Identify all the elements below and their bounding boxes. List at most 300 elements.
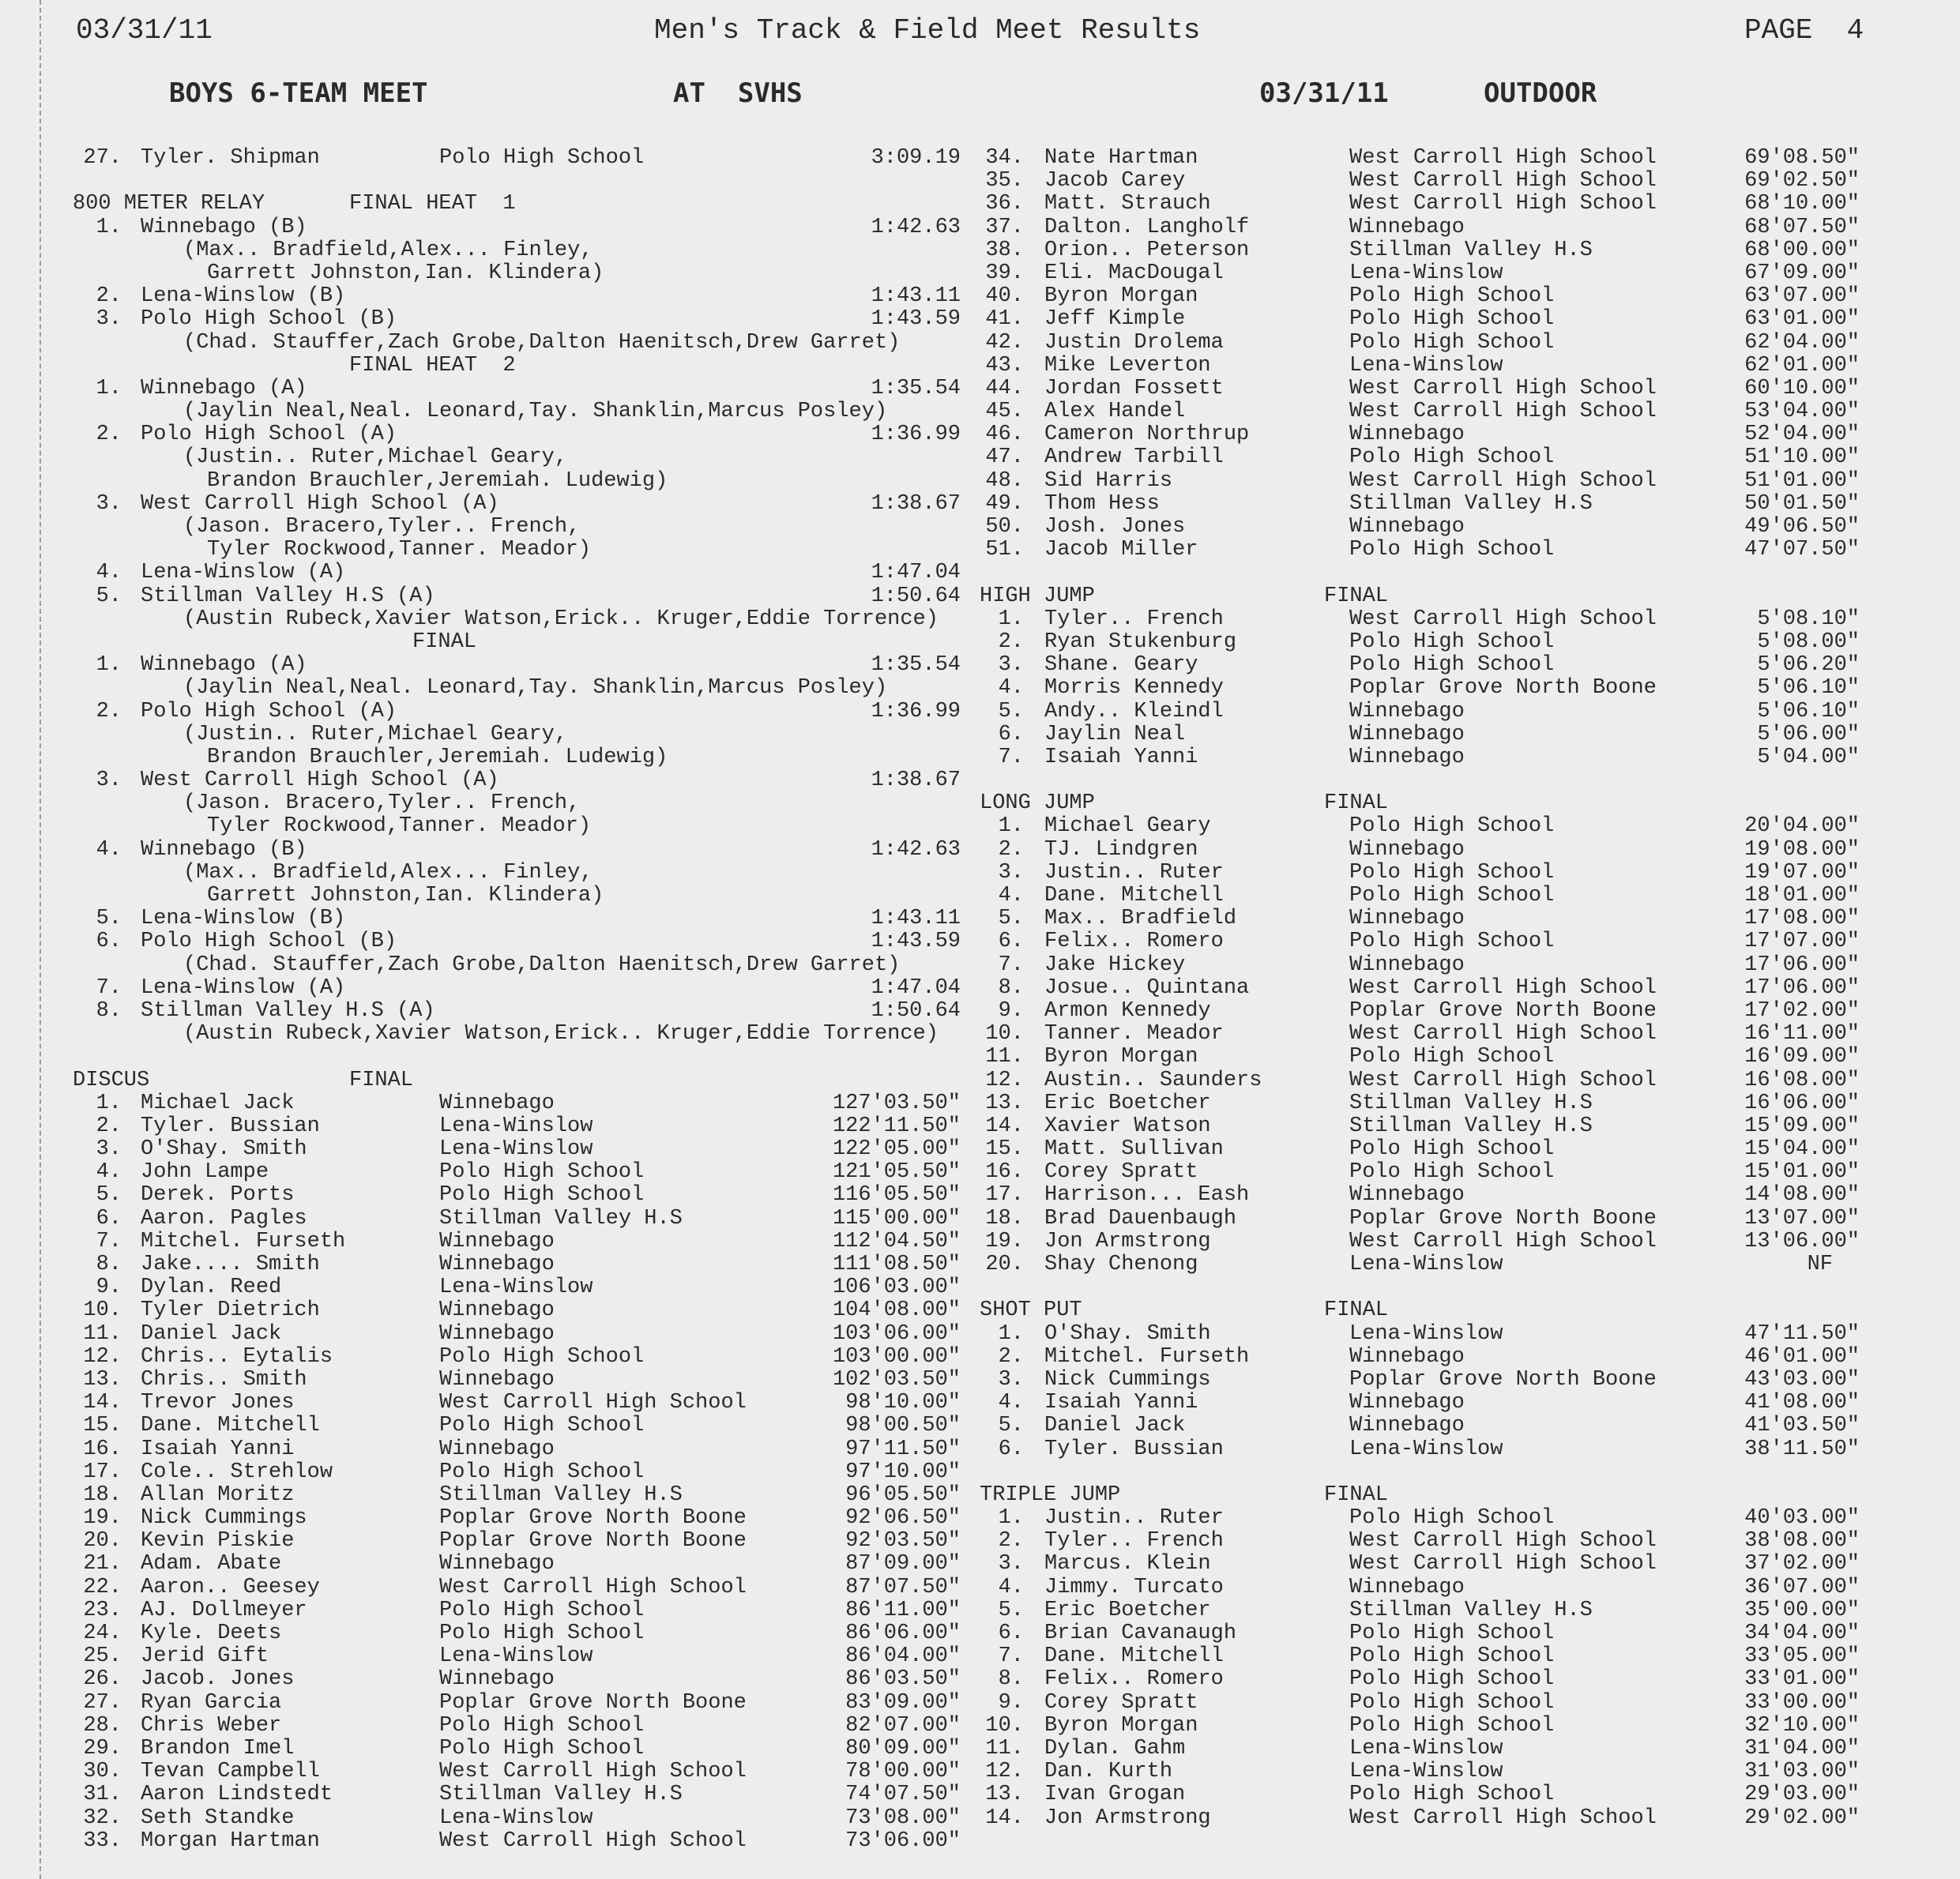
- result-mark: 40'03.00": [1744, 1506, 1860, 1531]
- discus-row: [73, 1830, 965, 1853]
- long-jump-row: [980, 1046, 1864, 1069]
- athlete-name: Tyler Dietrich: [141, 1298, 320, 1323]
- relay-members-row: [73, 792, 965, 815]
- result-place: 8.: [96, 998, 122, 1023]
- team-name: Lena-Winslow: [1349, 1760, 1503, 1784]
- event-title-row: [73, 193, 965, 216]
- long-jump-row: [980, 1161, 1864, 1184]
- relay-time: 1:35.54: [871, 376, 961, 400]
- result-mark: 98'10.00": [845, 1391, 961, 1415]
- result-place: 3.: [96, 307, 122, 332]
- athlete-name: Dane. Mitchell: [1044, 884, 1224, 908]
- discus-row: [980, 285, 1864, 308]
- relay-team-row: [73, 701, 965, 723]
- result-place: 2.: [96, 699, 122, 723]
- relay-team-name: Stillman Valley H.S (A): [141, 584, 435, 608]
- athlete-name: Corey Spratt: [1044, 1690, 1198, 1715]
- result-mark: 5'08.10": [1757, 607, 1860, 631]
- athlete-name: Jake Hickey: [1044, 953, 1186, 977]
- result-mark: 18'01.00": [1744, 884, 1860, 908]
- team-name: Polo High School: [1349, 860, 1555, 885]
- relay-members: (Austin Rubeck,Xavier Watson,Erick.. Kruger,Eddie Torrence): [183, 1022, 939, 1047]
- result-place: 18.: [985, 1206, 1024, 1231]
- relay-time: 1:43.11: [871, 284, 961, 309]
- result-place: 4.: [96, 1160, 122, 1185]
- team-name: West Carroll High School: [1349, 607, 1657, 631]
- result-mark: 121'05.50": [832, 1160, 961, 1185]
- result-place: 41.: [985, 307, 1024, 332]
- team-name: Lena-Winslow: [1349, 1437, 1503, 1461]
- discus-row: [73, 1761, 965, 1783]
- athlete-name: Trevor Jones: [141, 1391, 295, 1415]
- relay-team-name: Winnebago (B): [141, 215, 307, 239]
- team-name: West Carroll High School: [439, 1391, 747, 1415]
- team-name: West Carroll High School: [1349, 146, 1657, 170]
- result-mark: 49'06.50": [1744, 515, 1860, 539]
- result-place: 4.: [998, 1575, 1024, 1599]
- athlete-name: Daniel Jack: [1044, 1414, 1186, 1438]
- section-gap: [73, 170, 965, 193]
- result-place: 40.: [985, 284, 1024, 309]
- athlete-name: Aaron.. Geesey: [141, 1575, 320, 1599]
- relay-time: 1:42.63: [871, 837, 961, 862]
- discus-row: [980, 516, 1864, 539]
- result-mark: 92'06.50": [845, 1506, 961, 1531]
- relay-members-row: [73, 239, 965, 262]
- result-place: 35.: [985, 169, 1024, 194]
- result-place: 10.: [985, 1022, 1024, 1047]
- discus-row: [73, 1668, 965, 1691]
- result-place: 1.: [998, 607, 1024, 631]
- result-mark: 29'03.00": [1744, 1783, 1860, 1807]
- result-place: 2.: [998, 629, 1024, 654]
- athlete-name: Jacob Carey: [1044, 169, 1186, 194]
- result-mark: 62'01.00": [1744, 353, 1860, 378]
- event-title: HIGH JUMP: [980, 584, 1095, 608]
- relay-time: 1:50.64: [871, 998, 961, 1023]
- result-mark: 97'11.50": [845, 1437, 961, 1461]
- relay-team-row: [73, 908, 965, 930]
- team-name: Winnebago: [1349, 215, 1465, 239]
- result-mark: 104'08.00": [832, 1298, 961, 1323]
- discus-row: [73, 1392, 965, 1415]
- result-place: 16.: [985, 1160, 1024, 1185]
- relay-team-name: Stillman Valley H.S (A): [141, 998, 435, 1023]
- relay-members-row: [73, 446, 965, 469]
- athlete-name: Jacob Miller: [1044, 538, 1198, 562]
- athlete-name: Jaylin Neal: [1044, 722, 1186, 746]
- team-name: Polo High School: [439, 1460, 645, 1484]
- high-jump-row: [980, 746, 1864, 769]
- athlete-name: Dane. Mitchell: [141, 1414, 320, 1438]
- event-title: SHOT PUT: [980, 1298, 1082, 1323]
- relay-time: 1:43.59: [871, 307, 961, 332]
- result-place: 12.: [985, 1760, 1024, 1784]
- result-place: 4.: [998, 884, 1024, 908]
- triple-jump-row: [980, 1507, 1864, 1530]
- result-mark: 51'01.00": [1744, 468, 1860, 493]
- result-place: 4.: [96, 561, 122, 585]
- team-name: Stillman Valley H.S: [1349, 1091, 1593, 1115]
- discus-row: [980, 400, 1864, 423]
- event-title: 800 METER RELAY: [73, 192, 265, 216]
- page-title: Men's Track & Field Meet Results: [654, 14, 1201, 47]
- high-jump-row: [980, 723, 1864, 746]
- team-name: Winnebago: [439, 1298, 555, 1323]
- relay-team-name: Lena-Winslow (B): [141, 284, 346, 309]
- athlete-name: Dane. Mitchell: [1044, 1644, 1224, 1669]
- athlete-name: Mitchel. Furseth: [1044, 1344, 1250, 1369]
- team-name: Lena-Winslow: [439, 1137, 593, 1162]
- athlete-name: TJ. Lindgren: [1044, 837, 1198, 862]
- result-mark: 78'00.00": [845, 1760, 961, 1784]
- relay-team-row: [73, 216, 965, 239]
- discus-row: [980, 423, 1864, 446]
- discus-row: [980, 193, 1864, 216]
- result-place: 4.: [96, 837, 122, 862]
- result-place: 17.: [83, 1460, 122, 1484]
- discus-row: [980, 216, 1864, 239]
- discus-row: [980, 262, 1864, 285]
- athlete-name: Kevin Piskie: [141, 1529, 295, 1554]
- team-name: Stillman Valley H.S: [439, 1783, 683, 1807]
- result-place: 5.: [998, 1598, 1024, 1622]
- long-jump-row: [980, 862, 1864, 885]
- team-name: Winnebago: [1349, 907, 1465, 931]
- athlete-name: Chris.. Eytalis: [141, 1344, 333, 1369]
- result-mark: 16'11.00": [1744, 1022, 1860, 1047]
- result-place: 46.: [985, 423, 1024, 447]
- result-place: 1.: [998, 814, 1024, 839]
- relay-members-row: [73, 516, 965, 539]
- athlete-name: Dylan. Reed: [141, 1276, 282, 1300]
- relay-members-row: [73, 746, 965, 769]
- result-mark: 86'04.00": [845, 1644, 961, 1669]
- result-place: 2.: [96, 423, 122, 447]
- athlete-name: Jimmy. Turcato: [1044, 1575, 1224, 1599]
- result-place: 10.: [83, 1298, 122, 1323]
- athlete-name: Tyler. Bussian: [141, 1114, 320, 1138]
- team-name: Winnebago: [1349, 1575, 1465, 1599]
- result-mark: 82'07.00": [845, 1713, 961, 1738]
- result-place: 18.: [83, 1483, 122, 1507]
- result-place: 14.: [985, 1114, 1024, 1138]
- result-place: 49.: [985, 491, 1024, 516]
- athlete-name: Shane. Geary: [1044, 653, 1198, 678]
- team-name: Winnebago: [1349, 515, 1465, 539]
- athlete-name: Jon Armstrong: [1044, 1806, 1211, 1830]
- result-mark: 38'08.00": [1744, 1529, 1860, 1554]
- long-jump-row: [980, 839, 1864, 862]
- triple-jump-row: [980, 1553, 1864, 1576]
- discus-row: [73, 1138, 965, 1161]
- relay-team-name: West Carroll High School (A): [141, 491, 499, 516]
- section-gap: [73, 1046, 965, 1069]
- discus-row: [980, 355, 1864, 378]
- relay-members-row: [73, 815, 965, 838]
- result-place: 27.: [83, 1690, 122, 1715]
- result-mark: 92'03.50": [845, 1529, 961, 1554]
- result-place: 9.: [998, 1690, 1024, 1715]
- team-name: Polo High School: [439, 1160, 645, 1185]
- relay-team-name: Polo High School (A): [141, 423, 397, 447]
- team-name: West Carroll High School: [1349, 1068, 1657, 1092]
- long-jump-row: [980, 1184, 1864, 1207]
- relay-team-name: Winnebago (A): [141, 376, 307, 400]
- result-place: 3.: [998, 653, 1024, 678]
- team-name: West Carroll High School: [1349, 1806, 1657, 1830]
- athlete-name: Byron Morgan: [1044, 1713, 1198, 1738]
- result-place: 7.: [998, 745, 1024, 769]
- team-name: Polo High School: [1349, 629, 1555, 654]
- result-mark: 29'02.00": [1744, 1806, 1860, 1830]
- team-name: Polo High School: [439, 1183, 645, 1208]
- relay-members: (Chad. Stauffer,Zach Grobe,Dalton Haenitsch,Drew Garret): [183, 330, 901, 355]
- result-place: 33.: [83, 1828, 122, 1853]
- event-title: LONG JUMP: [980, 791, 1095, 816]
- result-place: 11.: [985, 1045, 1024, 1069]
- result-mark: 19'08.00": [1744, 837, 1860, 862]
- athlete-name: Morgan Hartman: [141, 1828, 320, 1853]
- team-name: West Carroll High School: [1349, 1229, 1657, 1253]
- relay-team-row: [73, 654, 965, 677]
- result-mark: 87'09.00": [845, 1552, 961, 1576]
- long-jump-row: [980, 815, 1864, 838]
- result-mark: 83'09.00": [845, 1690, 961, 1715]
- result-mark: 51'10.00": [1744, 445, 1860, 470]
- result-mark: 50'01.50": [1744, 491, 1860, 516]
- relay-members: (Jason. Bracero,Tyler.. French,: [183, 791, 581, 816]
- result-mark: 13'07.00": [1744, 1206, 1860, 1231]
- result-mark: 53'04.00": [1744, 400, 1860, 424]
- result-place: 32.: [83, 1806, 122, 1830]
- discus-row: [73, 1346, 965, 1369]
- result-place: 2.: [998, 1344, 1024, 1369]
- team-name: Poplar Grove North Boone: [1349, 676, 1657, 701]
- result-mark: 41'03.50": [1744, 1414, 1860, 1438]
- long-jump-row: [980, 1069, 1864, 1092]
- triple-jump-row: [980, 1599, 1864, 1622]
- relay-time: 1:42.63: [871, 215, 961, 239]
- result-place: 1.: [96, 215, 122, 239]
- relay-time: 1:36.99: [871, 423, 961, 447]
- result-place: 3.: [998, 1552, 1024, 1576]
- athlete-name: Shay Chenong: [1044, 1253, 1198, 1276]
- discus-row: [73, 1369, 965, 1392]
- result-place: 13.: [985, 1091, 1024, 1115]
- relay-team-row: [73, 977, 965, 1000]
- team-name: Winnebago: [1349, 699, 1465, 723]
- result-place: 44.: [985, 376, 1024, 400]
- result-place: 20.: [83, 1529, 122, 1554]
- discus-row: [980, 239, 1864, 262]
- team-name: Polo High School: [439, 146, 645, 170]
- athlete-name: Brian Cavanaugh: [1044, 1622, 1237, 1645]
- result-place: 20.: [985, 1253, 1024, 1276]
- result-place: 5.: [998, 1414, 1024, 1438]
- binder-margin-line: [40, 0, 41, 1879]
- team-name: Winnebago: [1349, 953, 1465, 977]
- team-name: Poplar Grove North Boone: [1349, 1367, 1657, 1392]
- discus-row: [73, 1484, 965, 1507]
- athlete-name: Jon Armstrong: [1044, 1229, 1211, 1253]
- team-name: Stillman Valley H.S: [1349, 1598, 1593, 1622]
- result-mark: 47'11.50": [1744, 1321, 1860, 1346]
- shot-put-row: [980, 1346, 1864, 1369]
- result-mark: 15'09.00": [1744, 1114, 1860, 1138]
- meet-date: 03/31/11: [1259, 77, 1389, 109]
- result-place: 36.: [985, 192, 1024, 216]
- athlete-name: Tyler. Shipman: [141, 146, 320, 170]
- discus-row: [73, 1161, 965, 1184]
- athlete-name: Eric Boetcher: [1044, 1598, 1211, 1622]
- relay-team-name: Polo High School (B): [141, 307, 397, 332]
- relay-team-row: [73, 285, 965, 308]
- result-place: 28.: [83, 1713, 122, 1738]
- athlete-name: Orion.. Peterson: [1044, 238, 1250, 262]
- shot-put-row: [980, 1369, 1864, 1392]
- print-date: 03/31/11: [76, 14, 213, 47]
- discus-row: [73, 1530, 965, 1553]
- event-title-row: [980, 1484, 1864, 1507]
- relay-team-row: [73, 423, 965, 446]
- team-name: West Carroll High School: [1349, 400, 1657, 424]
- athlete-name: Isaiah Yanni: [1044, 745, 1198, 769]
- team-name: West Carroll High School: [1349, 1022, 1657, 1047]
- relay-members-row: [73, 539, 965, 562]
- team-name: Poplar Grove North Boone: [1349, 998, 1657, 1023]
- result-place: 13.: [83, 1367, 122, 1392]
- result-place: 26.: [83, 1667, 122, 1692]
- discus-row: [73, 1253, 965, 1276]
- result-place: 15.: [985, 1137, 1024, 1162]
- result-mark: 69'02.50": [1744, 169, 1860, 194]
- page-number: PAGE 4: [1744, 14, 1864, 47]
- relay-time: 1:47.04: [871, 975, 961, 1000]
- result-mark: 3:09.19: [871, 146, 961, 170]
- result-mark: 5'08.00": [1757, 629, 1860, 654]
- team-name: Polo High School: [439, 1414, 645, 1438]
- team-name: Winnebago: [439, 1321, 555, 1346]
- result-place: 7.: [96, 975, 122, 1000]
- heat-label: FINAL HEAT 2: [349, 353, 516, 378]
- result-mark: 43'03.00": [1744, 1367, 1860, 1392]
- result-place: 5.: [998, 699, 1024, 723]
- high-jump-row: [980, 631, 1864, 654]
- relay-members-row: [73, 954, 965, 977]
- result-mark: 33'00.00": [1744, 1690, 1860, 1715]
- event-title: DISCUS: [73, 1068, 150, 1092]
- result-mark: 74'07.50": [845, 1783, 961, 1807]
- result-place: 30.: [83, 1760, 122, 1784]
- team-name: West Carroll High School: [439, 1828, 747, 1853]
- result-place: 6.: [998, 1437, 1024, 1461]
- result-place: 38.: [985, 238, 1024, 262]
- athlete-name: Kyle. Deets: [141, 1622, 282, 1645]
- discus-row: [73, 1438, 965, 1461]
- event-status: FINAL: [1324, 1483, 1389, 1507]
- result-place: 22.: [83, 1575, 122, 1599]
- result-mark: 73'06.00": [845, 1828, 961, 1853]
- team-name: West Carroll High School: [1349, 975, 1657, 1000]
- team-name: Winnebago: [439, 1367, 555, 1392]
- athlete-name: Seth Standke: [141, 1806, 295, 1830]
- result-place: 47.: [985, 445, 1024, 470]
- athlete-name: Armon Kennedy: [1044, 998, 1211, 1023]
- result-place: 17.: [985, 1183, 1024, 1208]
- relay-members: Tyler Rockwood,Tanner. Meador): [207, 814, 592, 839]
- shot-put-row: [980, 1415, 1864, 1437]
- team-name: Polo High School: [1349, 1622, 1555, 1645]
- discus-row: [980, 332, 1864, 355]
- meet-name: BOYS 6-TEAM MEET: [169, 77, 428, 109]
- relay-time: 1:36.99: [871, 699, 961, 723]
- athlete-name: Michael Jack: [141, 1091, 295, 1115]
- discus-row: [73, 1276, 965, 1299]
- result-mark: 52'04.00": [1744, 423, 1860, 447]
- athlete-name: Mitchel. Furseth: [141, 1229, 346, 1253]
- team-name: West Carroll High School: [1349, 169, 1657, 194]
- relay-team-row: [73, 378, 965, 400]
- athlete-name: Dan. Kurth: [1044, 1760, 1173, 1784]
- result-mark: 103'00.00": [832, 1344, 961, 1369]
- shot-put-row: [980, 1392, 1864, 1415]
- team-name: Winnebago: [1349, 1414, 1465, 1438]
- athlete-name: Mike Leverton: [1044, 353, 1211, 378]
- relay-team-name: Winnebago (A): [141, 653, 307, 678]
- result-mark: 41'08.00": [1744, 1391, 1860, 1415]
- athlete-name: Cameron Northrup: [1044, 423, 1250, 447]
- result-mark: 87'07.50": [845, 1575, 961, 1599]
- discus-row: [73, 1599, 965, 1622]
- relay-team-row: [73, 769, 965, 792]
- long-jump-row: [980, 977, 1864, 1000]
- relay-members-row: [73, 332, 965, 355]
- team-name: Polo High School: [1349, 538, 1555, 562]
- athlete-name: Brad Dauenbaugh: [1044, 1206, 1237, 1231]
- event-status: FINAL: [1324, 1298, 1389, 1323]
- team-name: Polo High School: [439, 1598, 645, 1622]
- discus-row: [73, 1231, 965, 1253]
- team-name: Polo High School: [1349, 884, 1555, 908]
- relay-members-row: [73, 885, 965, 908]
- result-place: 4.: [998, 1391, 1024, 1415]
- shot-put-row: [980, 1323, 1864, 1346]
- team-name: Polo High School: [439, 1713, 645, 1738]
- result-place: 3.: [96, 769, 122, 793]
- athlete-name: Isaiah Yanni: [1044, 1391, 1198, 1415]
- left-column: [73, 147, 965, 1853]
- result-mark: 5'06.10": [1757, 676, 1860, 701]
- discus-row: [980, 470, 1864, 493]
- athlete-name: Austin.. Saunders: [1044, 1068, 1262, 1092]
- team-name: Stillman Valley H.S: [439, 1206, 683, 1231]
- result-place: 10.: [985, 1713, 1024, 1738]
- relay-team-row: [73, 1000, 965, 1023]
- team-name: Polo High School: [1349, 1506, 1555, 1531]
- relay-members: (Max.. Bradfield,Alex... Finley,: [183, 860, 593, 885]
- result-mark: 15'04.00": [1744, 1137, 1860, 1162]
- event-status: FINAL: [1324, 791, 1389, 816]
- relay-team-name: West Carroll High School (A): [141, 769, 499, 793]
- result-mark: 69'08.50": [1744, 146, 1860, 170]
- discus-row: [73, 1553, 965, 1576]
- athlete-name: Eric Boetcher: [1044, 1091, 1211, 1115]
- result-mark: 63'01.00": [1744, 307, 1860, 332]
- athlete-name: Alex Handel: [1044, 400, 1186, 424]
- athlete-name: Felix.. Romero: [1044, 1667, 1224, 1692]
- team-name: Polo High School: [1349, 653, 1555, 678]
